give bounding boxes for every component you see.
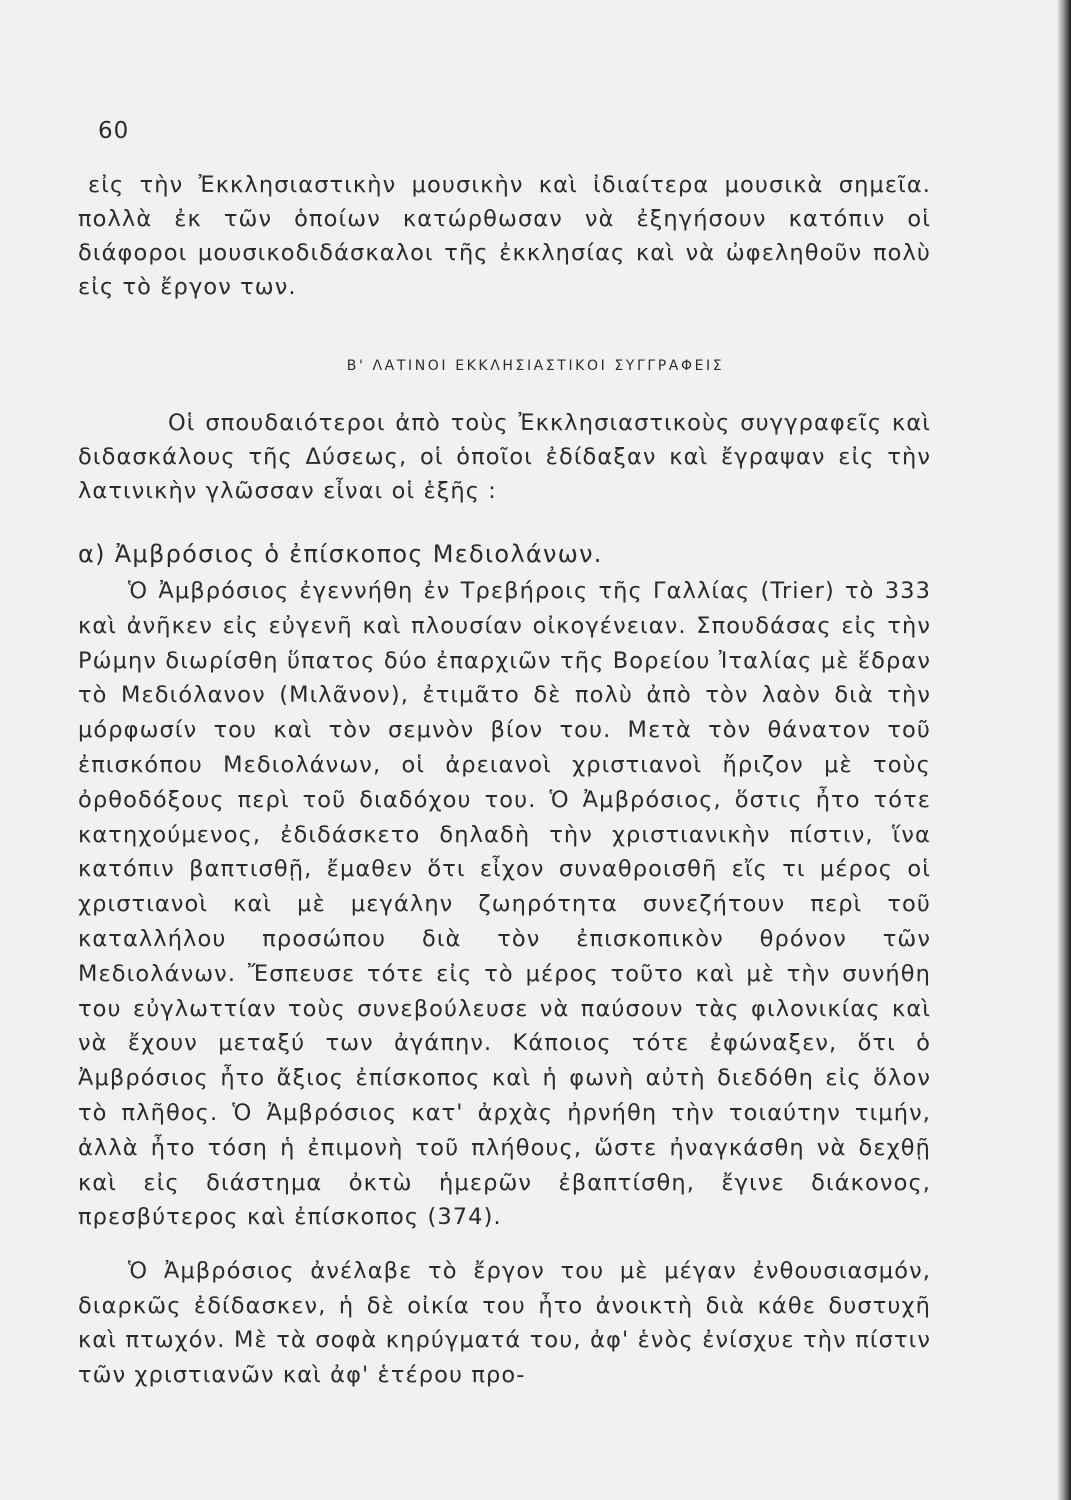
paragraph-ambrose-work: Ὁ Ἀμβρόσιος ἀνέλαβε τὸ ἔργον του μὲ μέγαν ἐνθουσιασμόν, διαρκῶς ἐδίδασκεν, ἡ δὲ οἰκία του ἦτο ἀνοικτὴ διὰ κάθε δυστυχῆ καὶ πτωχόν. Μὲ τὰ σοφὰ κηρύγματά του, ἀφ' ἑνὸς ἐνίσχυε τὴν πίστιν τῶν χριστιανῶν καὶ ἀφ' ἑτέρου προ- <box>78 1258 931 1388</box>
paragraph-ambrose-biography: Ὁ Ἀμβρόσιος ἐγεννήθη ἐν Τρεβήροις τῆς Γαλλίας (Trier) τὸ 333 καὶ ἀνῆκεν εἰς εὐγενῆ καὶ πλουσίαν οἰκογένειαν. Σπουδάσας εἰς τὴν Ρώμην διωρίσθη ὕπατος δύο ἐπαρχιῶν τῆς Βορείου Ἰταλίας μὲ ἕδραν τὸ Μεδιόλανον (Μιλᾶνον), ἐτιμᾶτο δὲ πολὺ ἀπὸ τὸν λαὸν διὰ τὴν μόρφωσίν του καὶ τὸν σεμνὸν βίον του. Μετὰ τὸν θάνατον τοῦ ἐπισκόπου Μεδιολάνων, οἱ ἀρειανοὶ χριστιανοὶ ἤριζον μὲ τοὺς ὀρθοδόξους περὶ τοῦ διαδόχου του. Ὁ Ἀμβρόσιος, ὅστις ἦτο τότε κατηχούμενος, ἐδιδάσκετο δηλαδὴ τὴν χριστιανικὴν πίστιν, ἵνα κατόπιν βαπτισθῇ, ἔμαθεν ὅτι εἶχον συναθροισθῆ εἴς τι μέρος οἱ χριστιανοὶ καὶ μὲ μεγάλην ζωηρότητα συνεζήτουν περὶ τοῦ καταλλήλου προσώπου διὰ τὸν ἐπισκοπικὸν θρόνον τῶν Μεδιολάνων. Ἔσπευσε τότε εἰς τὸ μέρος τοῦτο καὶ μὲ τὴν συνήθη του εὐγλωττίαν τοὺς συνεβούλευσε νὰ παύσουν τὰς φιλονικίας καὶ νὰ ἔχουν μεταξύ των ἀγάπην. Κάποιος τότε ἐφώναξεν, ὅτι ὁ Ἀμβρόσιος ἦτο ἄξιος ἐπίσκοπος καὶ ἡ φωνὴ αὐτὴ διεδόθη εἰς ὅλον τὸ πλῆθος. Ὁ Ἀμβρόσιος κατ' ἀρχὰς ἠρνήθη τὴν τοιαύτην τιμήν, ἀλλὰ ἦτο τόση ἡ ἐπιμονὴ τοῦ πλήθους, ὥστε ἠναγκάσθη νὰ δεχθῇ καὶ εἰς διάστημα ὀκτὼ ἡμερῶν ἐβαπτίσθη, ἔγινε διάκονος, πρεσβύτερος καὶ ἐπίσκοπος (374). <box>78 578 931 1231</box>
section-heading: Β' ΛΑΤΙΝΟΙ ΕΚΚΛΗΣΙΑΣΤΙΚΟΙ ΣΥΓΓΡΑΦΕΙΣ <box>346 358 725 374</box>
page-edge-shadow <box>1057 0 1071 1500</box>
intro-paragraph: εἰς τὴν Ἐκκλησιαστικὴν μουσικὴν καὶ ἰδιαίτερα μουσικὰ σημεῖα. πολλὰ ἐκ τῶν ὁποίων κατώρθωσαν νὰ ἐξηγήσουν κατόπιν οἱ διάφοροι μουσικοδιδάσκαλοι τῆς ἐκκλησίας καὶ νὰ ὠφεληθοῦν πολὺ εἰς τὸ ἔργον των. <box>78 172 931 300</box>
paragraph-authors-intro: Οἱ σπουδαιότεροι ἀπὸ τοὺς Ἐκκλησιαστικοὺς συγγραφεῖς καὶ διδασκάλους τῆς Δύσεως, οἱ ὁποῖοι ἐδίδαξαν καὶ ἔγραψαν εἰς τὴν λατινικὴν γλῶσσαν εἶναι οἱ ἑξῆς : <box>78 410 931 504</box>
subheading-ambrose: α) Ἀμβρόσιος ὁ ἐπίσκοπος Μεδιολάνων. <box>78 540 603 568</box>
page-number: 60 <box>98 118 130 144</box>
